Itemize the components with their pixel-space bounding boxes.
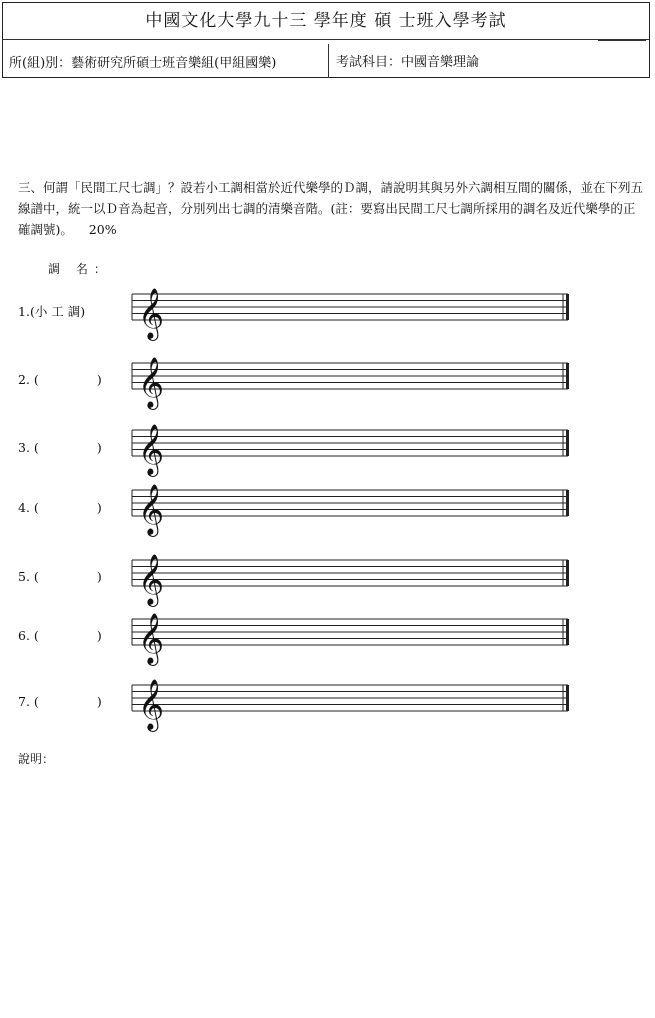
final-barline-thick — [566, 430, 569, 456]
row-close-paren: ) — [80, 304, 86, 319]
row-number: 4. — [18, 500, 30, 515]
subject-value: 中國音樂理論 — [401, 55, 480, 70]
row-open-paren: ( — [33, 569, 39, 584]
row-number: 1. — [18, 304, 30, 319]
row-number: 5. — [18, 569, 30, 584]
row-close-paren: ) — [96, 569, 102, 584]
question-score: 20% — [88, 222, 117, 237]
row-close-paren: ) — [96, 440, 102, 455]
row-open-paren: ( — [33, 694, 39, 709]
department-value: 藝術研究所碩士班音樂組(甲組國樂) — [71, 56, 277, 71]
row-open-paren: ( — [29, 304, 35, 319]
key-name-label: 調 名： — [48, 262, 112, 276]
music-staff[interactable] — [132, 288, 569, 341]
final-barline-thick — [566, 560, 569, 586]
row-close-paren: ) — [96, 500, 102, 515]
row-key-name: 小 工 調 — [34, 304, 81, 319]
final-barline-thick — [566, 294, 569, 320]
row-number: 6. — [18, 628, 30, 643]
music-staff[interactable] — [132, 357, 569, 410]
final-barline-thick — [566, 363, 569, 389]
row-open-paren: ( — [33, 628, 39, 643]
treble-clef-icon: 𝄞 — [138, 357, 165, 408]
row-number: 3. — [18, 440, 30, 455]
row-close-paren: ) — [96, 694, 102, 709]
question-text: 三、何謂「民間工尺七調」？設若小工調相當於近代樂學的Ｄ調，請說明其與另外六調相互間的關係，並在下列五線譜中，統一以Ｄ音為起音，分別列出七調的清樂音階。(註：要寫出民間工尺七調所採用的調名及近代樂學的正確調號)。 — [18, 180, 644, 237]
music-staff[interactable] — [132, 424, 569, 477]
subject-label: 考試科目： — [336, 55, 402, 70]
final-barline-thick — [566, 619, 569, 645]
music-staff[interactable] — [132, 679, 569, 732]
treble-clef-icon: 𝄞 — [138, 554, 165, 605]
music-staff[interactable] — [132, 613, 569, 666]
notes-label: 說明： — [18, 752, 55, 766]
row-close-paren: ) — [96, 372, 102, 387]
staves-group — [132, 288, 569, 732]
treble-clef-icon: 𝄞 — [138, 679, 165, 730]
treble-clef-icon: 𝄞 — [138, 484, 165, 535]
music-staff[interactable] — [132, 554, 569, 607]
row-open-paren: ( — [33, 440, 39, 455]
row-open-paren: ( — [33, 372, 39, 387]
exam-title: 中國文化大學九十三 學年度 碩 士班入學考試 — [3, 3, 649, 40]
department-label: 所(組)別： — [9, 56, 72, 71]
treble-clef-icon: 𝄞 — [138, 424, 165, 475]
row-number: 7. — [18, 694, 30, 709]
music-staff[interactable] — [132, 484, 569, 537]
treble-clef-icon: 𝄞 — [138, 288, 165, 339]
row-number: 2. — [18, 372, 30, 387]
treble-clef-icon: 𝄞 — [138, 613, 165, 664]
final-barline-thick — [566, 685, 569, 711]
row-open-paren: ( — [33, 500, 39, 515]
row-close-paren: ) — [96, 628, 102, 643]
final-barline-thick — [566, 490, 569, 516]
